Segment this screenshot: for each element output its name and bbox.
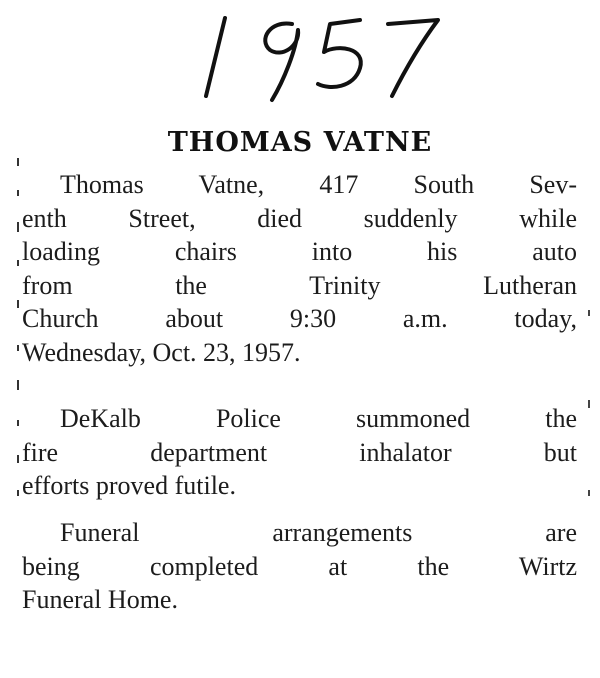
handwritten-year-drawing	[0, 10, 600, 105]
paragraph-1	[22, 168, 577, 369]
obituary-headline: THOMAS VATNE	[167, 127, 433, 158]
right-margin-specks	[584, 180, 594, 510]
paragraph-line: loading chairs into his auto	[22, 237, 577, 266]
paragraph-3	[22, 516, 577, 617]
paragraph-line: Funeral arrangements are	[60, 518, 577, 547]
paragraph-line: enth Street, died suddenly while	[22, 203, 577, 233]
paragraph-line: from the Trinity Lutheran	[22, 270, 577, 300]
year-digit-7	[388, 20, 438, 96]
paragraph-line: being completed at the Wirtz	[22, 551, 577, 581]
year-digit-1	[206, 18, 225, 96]
paragraph-line: efforts proved futile.	[22, 471, 236, 500]
paragraph-line: fire department inhalator but	[22, 437, 577, 467]
paragraph-line: Church about 9:30 a.m. today,	[22, 304, 577, 333]
paragraph-line: Wednesday, Oct. 23, 1957.	[22, 337, 301, 367]
year-digit-5	[318, 20, 361, 87]
paragraph-line: Thomas Vatne, 417 South Sev-	[60, 170, 577, 199]
year-digit-9	[265, 23, 298, 100]
paragraph-2	[22, 402, 577, 503]
paragraph-line: DeKalb Police summoned the	[60, 404, 577, 433]
left-margin-specks	[16, 150, 20, 510]
handwritten-year	[0, 10, 600, 105]
paragraph-line: Funeral Home.	[22, 585, 178, 614]
